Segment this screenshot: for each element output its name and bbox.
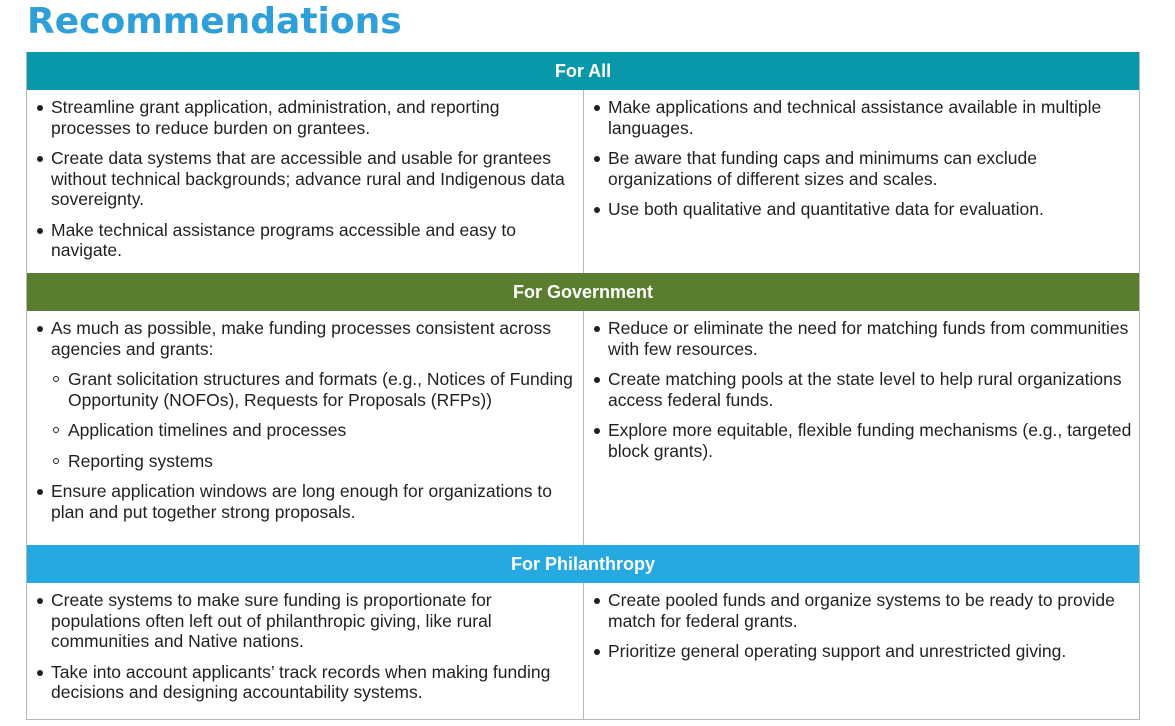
list-item: Reduce or eliminate the need for matching funds from communities with few resources. [592,318,1133,359]
list-item: Explore more equitable, flexible funding mechanisms (e.g., targeted block grants). [592,420,1133,461]
sub-bullet-icon [53,458,59,464]
list-item: Make applications and technical assistance available in multiple languages. [592,97,1133,138]
for-government-right-column [584,311,1139,545]
bullet-icon [37,489,43,495]
list-item: Streamline grant application, administration, and reporting processes to reduce burden on grantees. [35,97,577,138]
sub-bullet-icon [53,376,59,382]
bullet-icon [594,377,600,383]
list-item: Take into account applicants’ track records when making funding decisions and designing accountability systems. [35,662,577,703]
list-item: Create matching pools at the state level to help rural organizations access federal funds. [592,369,1133,410]
bullet-icon [594,207,600,213]
bullet-icon [594,428,600,434]
bullet-icon [594,326,600,332]
bullet-icon [594,156,600,162]
list-item: Ensure application windows are long enough for organizations to plan and put together strong proposals. [35,481,577,522]
bullet-icon [594,105,600,111]
bullet-icon [37,598,43,604]
section-row-for-government [27,311,1139,545]
recommendations-table [26,52,1140,720]
sub-list-item: Reporting systems [51,451,577,472]
for-philanthropy-right-column [584,583,1139,719]
bullet-icon [37,156,43,162]
for-all-right-column [584,90,1139,273]
section-header-for-all: For All [27,52,1139,90]
for-philanthropy-left-column [27,583,584,719]
bullet-icon [594,649,600,655]
bullet-icon [37,105,43,111]
for-all-left-column [27,90,584,273]
list-item: As much as possible, make funding processes consistent across agencies and grants: Grant solicitation structures and formats (e.g., Notices of Funding Opportunity (NOFOs), Requests for Proposals (RFPs)) Application timelines and processes Reporting systems [35,318,577,471]
list-item: Create pooled funds and organize systems to be ready to provide match for federal grants. [592,590,1133,631]
sub-list-item: Grant solicitation structures and formats (e.g., Notices of Funding Opportunity (NOFOs), Requests for Proposals (RFPs)) [51,369,577,410]
list-item: Use both qualitative and quantitative data for evaluation. [592,199,1133,220]
bullet-icon [37,326,43,332]
list-item: Make technical assistance programs accessible and easy to navigate. [35,220,577,261]
bullet-icon [594,598,600,604]
for-government-left-column [27,311,584,545]
sub-bullet-icon [53,427,59,433]
bullet-icon [37,228,43,234]
list-item: Create systems to make sure funding is proportionate for populations often left out of philanthropic giving, like rural communities and Native nations. [35,590,577,652]
section-header-for-philanthropy: For Philanthropy [27,545,1139,583]
section-row-for-philanthropy [27,583,1139,719]
list-item: Be aware that funding caps and minimums can exclude organizations of different sizes and scales. [592,148,1133,189]
list-item: Create data systems that are accessible and usable for grantees without technical backgrounds; advance rural and Indigenous data sovereignty. [35,148,577,210]
section-row-for-all [27,90,1139,273]
page-title: Recommendations [27,1,402,42]
list-item: Prioritize general operating support and unrestricted giving. [592,641,1133,662]
bullet-icon [37,670,43,676]
sub-list-item: Application timelines and processes [51,420,577,441]
section-header-for-government: For Government [27,273,1139,311]
